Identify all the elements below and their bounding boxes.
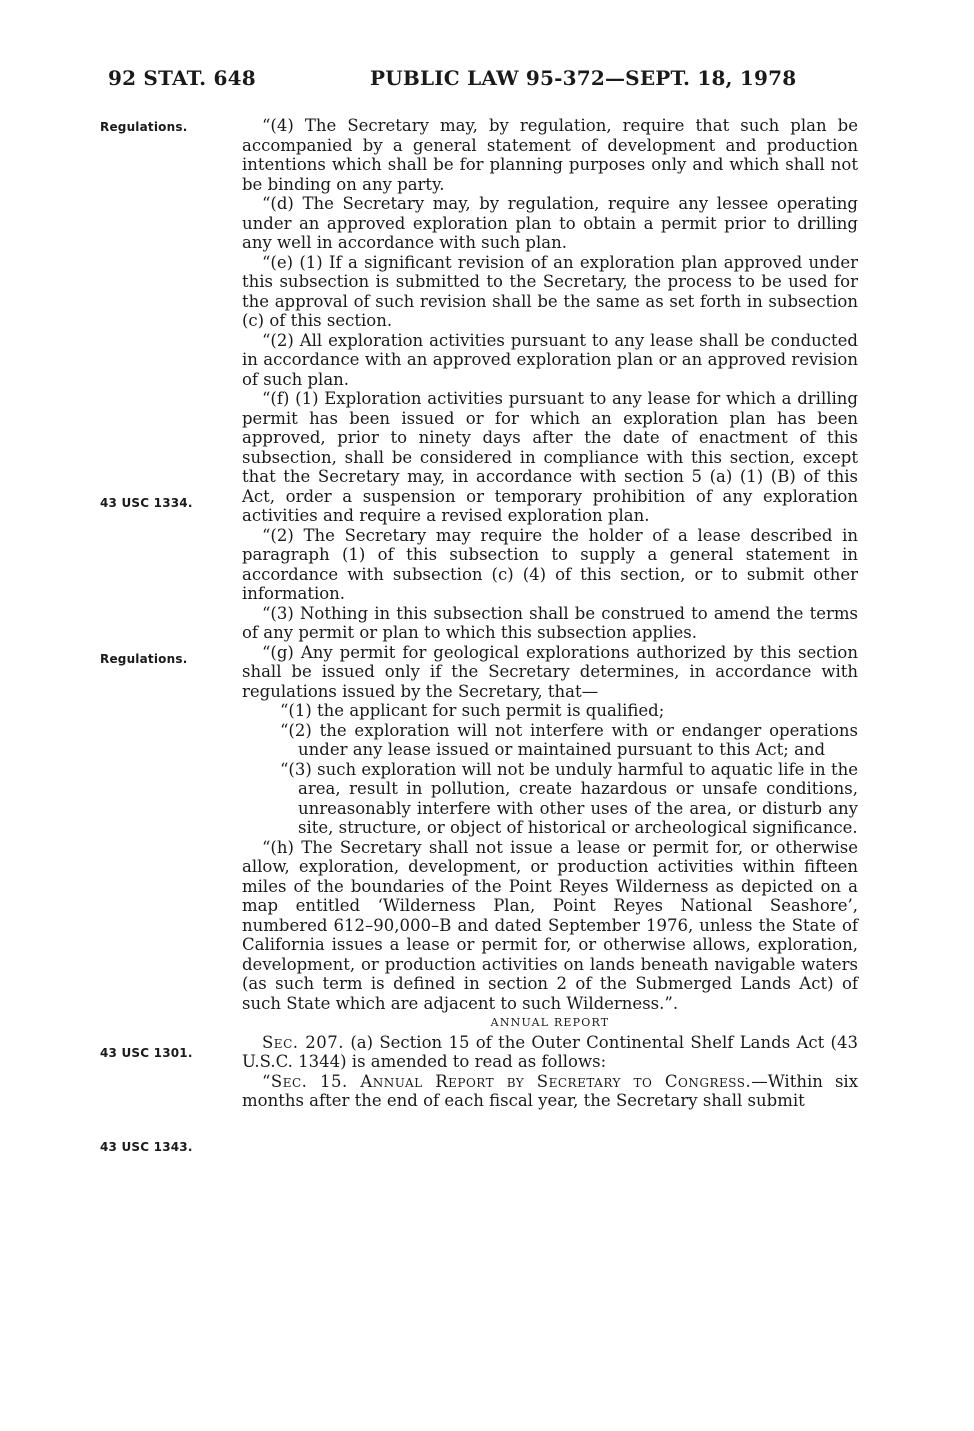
paragraph-sec-207-text: (a) Section 15 of the Outer Continental Shelf Lands Act (43 U.S.C. 1344) is amended to read as follows:: [242, 1032, 858, 1071]
paragraph-e1: “(e) (1) If a significant revision of an exploration plan approved under this subsection is submitted to the Secretary, the process to be used for the approval of such revision shall be the same as set forth in subsection (c) of this section.: [242, 252, 858, 330]
section-label-207: Sec. 207.: [262, 1032, 345, 1052]
margin-note-regulations: Regulations.: [100, 120, 188, 134]
paragraph-g: “(g) Any permit for geological explorations authorized by this section shall be issued only if the Secretary determines, in accordance with regulations issued by the Secretary, that—: [242, 642, 858, 701]
paragraph-e2: “(2) All exploration activities pursuant to any lease shall be conducted in accordance with an approved exploration plan or an approved revision of such plan.: [242, 330, 858, 389]
paragraph-h: “(h) The Secretary shall not issue a lease or permit for, or otherwise allow, exploration, development, or production activities within fifteen miles of the boundaries of the Point Reyes Wilderness as depicted on a map entitled ‘Wilderness Plan, Point Reyes National Seashore’, numbered 612–90,000–B and dated September 1976, unless the State of California issues a lease or permit for, or otherwise allows, exploration, development, or production activities on lands beneath navigable waters (as such term is defined in section 2 of the Submerged Lands Act) of such State which are adjacent to such Wilderness.”.: [242, 837, 858, 1013]
paragraph-g1: “(1) the applicant for such permit is qualified;: [280, 701, 665, 720]
law-text-body: [242, 116, 858, 1111]
public-law-title: PUBLIC LAW 95-372—SEPT. 18, 1978: [370, 66, 797, 90]
paragraph-c4: “(4) The Secretary may, by regulation, require that such plan be accompanied by a general statement of development and production intentions which shall be for planning purposes only and which shall not be binding on any party.: [242, 116, 858, 194]
statute-page-number: 92 STAT. 648: [108, 66, 256, 90]
paragraph-g2: “(2) the exploration will not interfere with or endanger operations under any lease issued or maintained pursuant to this Act; and: [280, 720, 858, 759]
paragraph-g3: “(3) such exploration will not be unduly harmful to aquatic life in the area, result in pollution, create hazardous or unsafe conditions, unreasonably interfere with other uses of the area, or disturb any site, structure, or object of historical or archeological significance.: [280, 759, 858, 837]
section-heading-annual-report: ANNUAL REPORT: [490, 1016, 610, 1029]
margin-note-usc-1301: 43 USC 1301.: [100, 1046, 193, 1060]
paragraph-d: “(d) The Secretary may, by regulation, require any lessee operating under an approved exploration plan to obtain a permit prior to drilling any well in accordance with such plan.: [242, 194, 858, 252]
margin-note-usc-1334: 43 USC 1334.: [100, 496, 193, 510]
paragraph-f2: “(2) The Secretary may require the holder of a lease described in paragraph (1) of this subsection to supply a general statement in accordance with subsection (c) (4) of this section, or to submit other information.: [242, 525, 858, 603]
section-label-15: “Sec. 15. Annual Report by Secretary to Congress.: [262, 1071, 752, 1091]
paragraph-sec-207: [242, 1033, 858, 1072]
margin-notes: [0, 0, 240, 1431]
margin-note-regulations-2: Regulations.: [100, 652, 188, 666]
paragraph-sec-15-text: —Within six months after the end of each fiscal year, the Secretary shall submit: [242, 1071, 858, 1110]
paragraph-f3: “(3) Nothing in this subsection shall be construed to amend the terms of any permit or plan to which this subsection applies.: [242, 603, 858, 642]
paragraph-f1: “(f) (1) Exploration activities pursuant to any lease for which a drilling permit has been issued or for which an exploration plan has been approved, prior to ninety days after the date of enactment of this subsection, shall be considered in compliance with this section, except that the Secretary may, in accordance with section 5 (a) (1) (B) of this Act, order a suspension or temporary prohibition of any exploration activities and require a revised exploration plan.: [242, 389, 858, 525]
margin-note-usc-1343: 43 USC 1343.: [100, 1140, 193, 1154]
paragraph-sec-15: [242, 1072, 858, 1111]
